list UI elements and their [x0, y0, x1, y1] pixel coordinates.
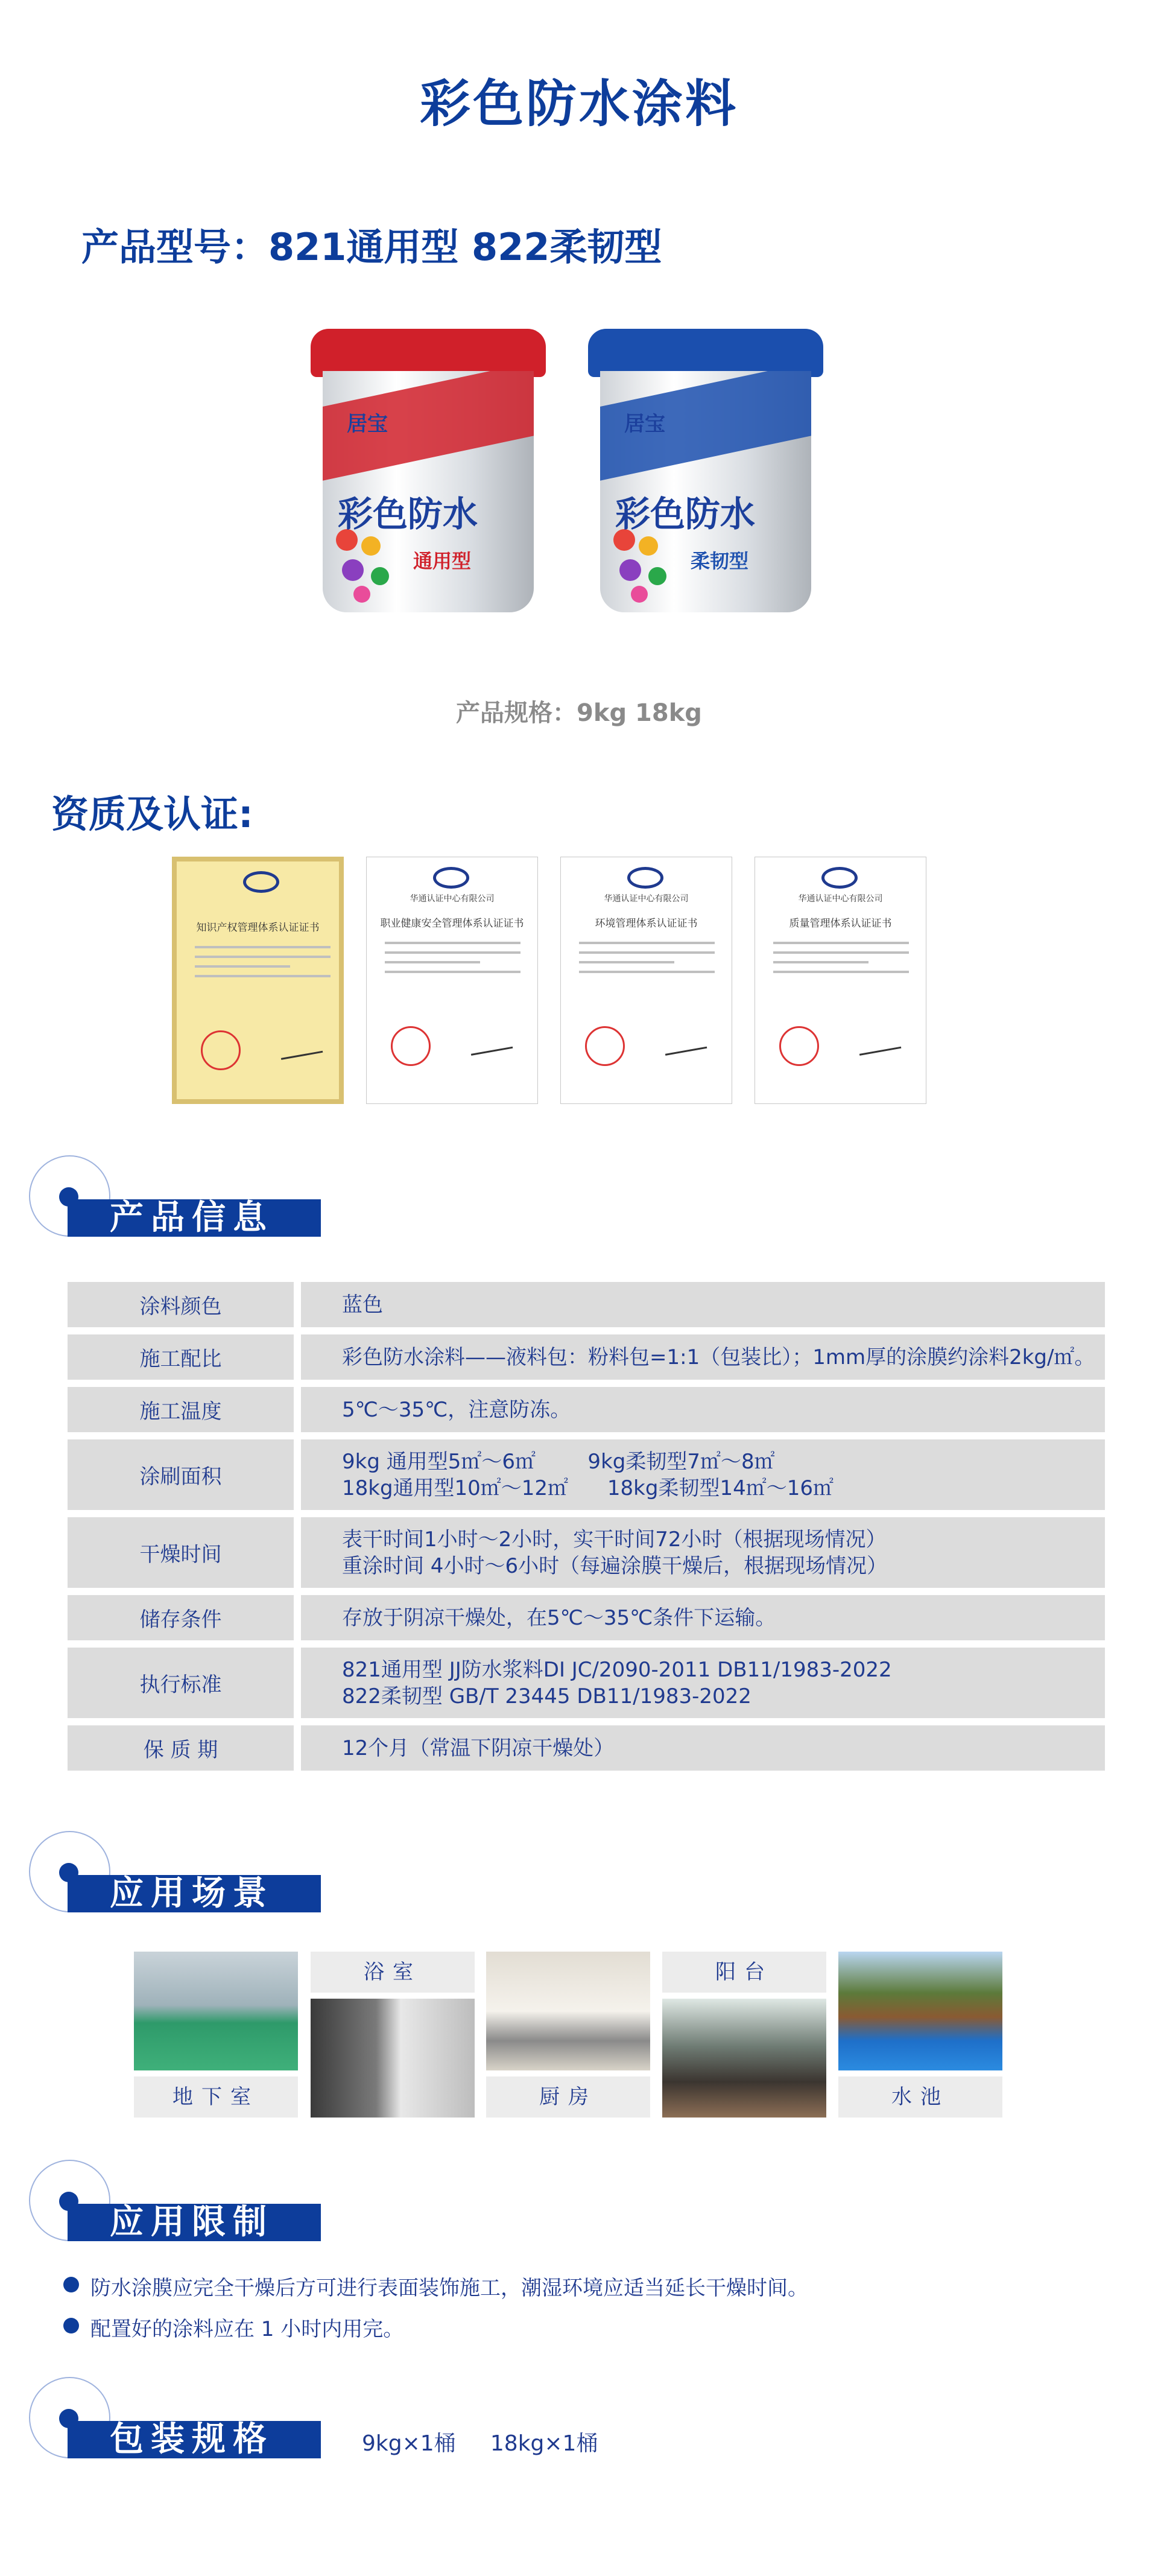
- product-model: 产品型号：821通用型 822柔韧型: [81, 225, 662, 269]
- cert-body-lines: [385, 942, 520, 980]
- info-value: [301, 1282, 1105, 1327]
- packaging-spec: 9kg×1桶 18kg×1桶: [362, 2431, 598, 2456]
- cert-logo-icon: [821, 867, 858, 889]
- certification-heading: 资质及认证:: [51, 792, 253, 836]
- info-value-line: 5℃～35℃，注意防冻。: [342, 1397, 571, 1422]
- info-value: [301, 1725, 1105, 1771]
- info-label: 涂刷面积: [68, 1439, 294, 1510]
- section-heading-packaging: 包装规格: [68, 2421, 321, 2458]
- cert-logo-icon: [243, 871, 279, 893]
- limit-item: 配置好的涂料应在 1 小时内用完。: [90, 2317, 404, 2341]
- info-value-line: 蓝色: [342, 1292, 383, 1317]
- certificate-quality: [755, 857, 926, 1104]
- certificate-ip: [172, 857, 344, 1104]
- pool-photo: [838, 1952, 1002, 2070]
- info-label: 施工温度: [68, 1387, 294, 1432]
- info-value: [301, 1648, 1105, 1718]
- bucket-brand: 居宝: [347, 412, 388, 436]
- cert-signature: [278, 1033, 323, 1060]
- kitchen-photo: [486, 1952, 650, 2070]
- certificate-ohs: [366, 857, 538, 1104]
- info-value-line: 821通用型 JJ防水浆料DI JC/2090-2011 DB11/1983-2022: [342, 1657, 892, 1682]
- page-title: 彩色防水涂料: [419, 74, 738, 133]
- cert-org: 华通认证中心有限公司: [604, 894, 689, 904]
- info-label: 执行标准: [68, 1648, 294, 1718]
- info-value: [301, 1439, 1105, 1510]
- product-spec: 产品规格：9kg 18kg: [456, 699, 702, 727]
- info-value: [301, 1387, 1105, 1432]
- info-row: [68, 1725, 1105, 1771]
- cert-body-lines: [195, 946, 331, 985]
- cert-org: 华通认证中心有限公司: [410, 894, 495, 904]
- bathroom-photo: [311, 1999, 475, 2118]
- info-row: [68, 1282, 1105, 1327]
- info-value-line: 12个月（常温下阴凉干燥处）: [342, 1736, 615, 1760]
- cert-signature: [856, 1029, 902, 1056]
- info-value-line: 彩色防水涂料——液料包：粉料包=1:1（包装比）；1mm厚的涂膜约涂料2kg/㎡。: [342, 1345, 1095, 1369]
- scene-label-balcony: 阳台: [662, 1952, 826, 1993]
- certificate-env: [560, 857, 732, 1104]
- info-label: 施工配比: [68, 1334, 294, 1380]
- scene-label-pool: 水池: [838, 2076, 1002, 2118]
- info-label: 涂料颜色: [68, 1282, 294, 1327]
- section-heading-limits: 应用限制: [68, 2204, 321, 2241]
- bucket-product-name: 彩色防水: [615, 493, 756, 535]
- limit-item: 防水涂膜应完全干燥后方可进行表面装饰施工，潮湿环境应适当延长干燥时间。: [90, 2276, 808, 2300]
- cert-signature: [468, 1029, 513, 1056]
- bucket-type: 通用型: [413, 550, 472, 573]
- scene-label-bathroom: 浴室: [311, 1952, 475, 1993]
- bucket-type: 柔韧型: [691, 550, 749, 573]
- info-row: [68, 1648, 1105, 1718]
- cert-body-lines: [773, 942, 909, 980]
- cert-org: 华通认证中心有限公司: [798, 894, 883, 904]
- info-row: [68, 1517, 1105, 1588]
- bullet-icon: [63, 2318, 79, 2333]
- bucket-lid: [588, 329, 823, 377]
- cert-seal-icon: [779, 1026, 819, 1066]
- info-value-line: 822柔韧型 GB/T 23445 DB11/1983-2022: [342, 1684, 751, 1708]
- info-row: [68, 1439, 1105, 1510]
- info-label: 保 质 期: [68, 1725, 294, 1771]
- info-label: 储存条件: [68, 1595, 294, 1640]
- product-bucket-general: [311, 329, 546, 630]
- cert-title: 职业健康安全管理体系认证证书: [380, 918, 524, 930]
- info-value-line: 18kg通用型10㎡～12㎡ 18kg柔韧型14㎡～16㎡: [342, 1476, 834, 1500]
- cert-body-lines: [579, 942, 715, 980]
- info-value: [301, 1517, 1105, 1588]
- cert-seal-icon: [391, 1026, 431, 1066]
- cert-seal-icon: [201, 1030, 241, 1070]
- cert-title: 质量管理体系认证证书: [789, 918, 892, 930]
- basement-photo: [134, 1952, 298, 2070]
- scene-label-basement: 地下室: [134, 2076, 298, 2118]
- info-value-line: 表干时间1小时～2小时，实干时间72小时（根据现场情况）: [342, 1527, 887, 1552]
- section-heading-info: 产品信息: [68, 1199, 321, 1237]
- cert-logo-icon: [433, 867, 469, 889]
- info-row: [68, 1387, 1105, 1432]
- scene-label-kitchen: 厨房: [486, 2076, 650, 2118]
- bucket-product-name: 彩色防水: [338, 493, 478, 535]
- info-value: [301, 1334, 1105, 1380]
- cert-logo-icon: [627, 867, 663, 889]
- bucket-lid: [311, 329, 546, 377]
- bullet-icon: [63, 2277, 79, 2292]
- info-label: 干燥时间: [68, 1517, 294, 1588]
- bucket-body: [323, 371, 534, 612]
- product-bucket-flexible: [588, 329, 823, 630]
- info-row: [68, 1595, 1105, 1640]
- cert-signature: [662, 1029, 707, 1056]
- info-value-line: 9kg 通用型5㎡～6㎡ 9kg柔韧型7㎡～8㎡: [342, 1449, 775, 1474]
- info-row: [68, 1334, 1105, 1380]
- cert-title: 知识产权管理体系认证证书: [196, 922, 320, 934]
- info-value: [301, 1595, 1105, 1640]
- bucket-brand: 居宝: [624, 412, 665, 436]
- section-heading-scenes: 应用场景: [68, 1875, 321, 1912]
- balcony-photo: [662, 1999, 826, 2118]
- cert-seal-icon: [585, 1026, 625, 1066]
- bucket-body: [600, 371, 811, 612]
- info-value-line: 存放于阴凉干燥处，在5℃～35℃条件下运输。: [342, 1605, 776, 1630]
- info-value-line: 重涂时间 4小时～6小时（每遍涂膜干燥后，根据现场情况）: [342, 1553, 888, 1578]
- cert-title: 环境管理体系认证证书: [595, 918, 698, 930]
